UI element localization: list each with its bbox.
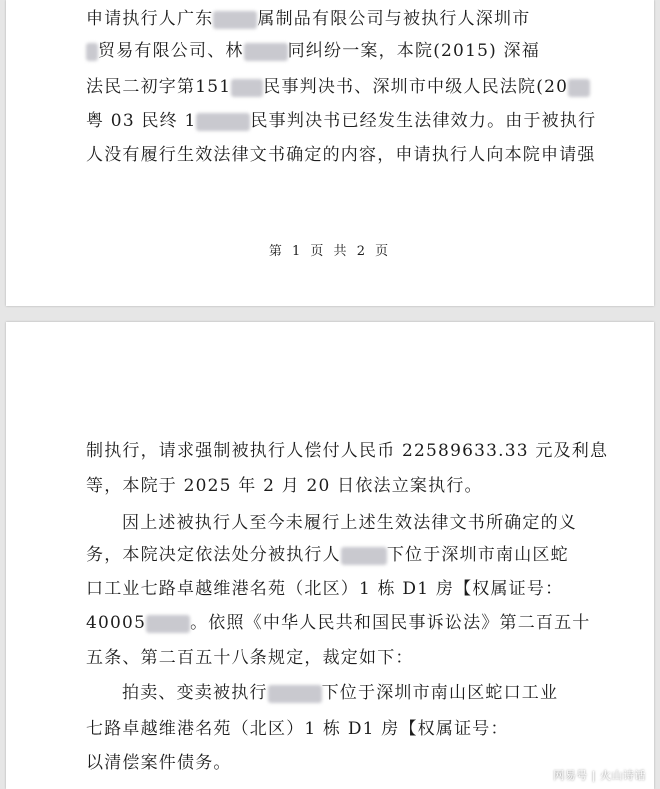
body-line xyxy=(86,8,530,30)
text-segment: 下位于深圳市南山区蛇 xyxy=(386,545,569,565)
watermark-author: 火山诗话 xyxy=(600,769,646,782)
text-segment: 申请执行人广东 xyxy=(86,9,214,29)
watermark xyxy=(553,767,646,783)
text-segment: 。依照《中华人民共和国民事诉讼法》第二百五十 xyxy=(190,613,591,633)
text-segment: 粤 03 民终 1 xyxy=(86,111,197,131)
page-footer: 第 1 页 共 2 页 xyxy=(268,244,392,259)
text-segment: 下位于深圳市南山区蛇口工业 xyxy=(321,683,559,703)
body-line xyxy=(122,682,558,704)
body-line: 以清偿案件债务。 xyxy=(86,753,232,773)
body-line xyxy=(86,76,590,98)
text-segment: 属制品有限公司与被执行人深圳市 xyxy=(257,9,531,29)
body-line: 因上述被执行人至今未履行上述生效法律文书所确定的义 xyxy=(122,513,577,533)
redaction-blur xyxy=(568,79,590,97)
redaction-blur xyxy=(268,685,322,703)
redaction-blur xyxy=(86,43,98,61)
watermark-separator: | xyxy=(591,769,596,782)
redaction-blur xyxy=(244,43,288,61)
body-line: 制执行，请求强制被执行人偿付人民币 22589633.33 元及利息 xyxy=(86,441,609,461)
document-page-1 xyxy=(6,0,654,306)
document-page-2 xyxy=(6,322,654,789)
redaction-blur xyxy=(213,11,257,29)
text-segment: 务，本院决定依法处分被执行人 xyxy=(86,545,341,565)
body-line: 等，本院于 2025 年 2 月 20 日依法立案执行。 xyxy=(86,476,483,496)
body-line: 七路卓越维港名苑（北区）1 栋 D1 房【权属证号： xyxy=(86,719,509,739)
text-segment: 40005 xyxy=(86,613,147,633)
text-segment: 贸易有限公司、林 xyxy=(98,41,244,61)
redaction-blur xyxy=(146,615,190,633)
text-segment: 民事判决书已经发生法律效力。由于被执行 xyxy=(250,111,597,131)
text-segment: 法民二初字第151 xyxy=(86,77,232,97)
body-line: 口工业七路卓越维港名苑（北区）1 栋 D1 房【权属证号： xyxy=(86,579,564,599)
text-segment: 同纠纷一案，本院(2015) 深福 xyxy=(287,41,540,61)
body-line: 五条、第二百五十八条规定，裁定如下： xyxy=(86,648,414,668)
body-line: 人没有履行生效法律文书确定的内容，申请执行人向本院申请强 xyxy=(86,145,596,165)
body-line xyxy=(86,544,569,566)
redaction-blur xyxy=(341,547,387,565)
text-segment: 民事判决书、深圳市中级人民法院(20 xyxy=(263,77,569,97)
text-segment: 拍卖、变卖被执行 xyxy=(122,683,268,703)
redaction-blur xyxy=(231,79,263,97)
watermark-source: 网易号 xyxy=(553,769,588,782)
body-line xyxy=(86,110,596,132)
redaction-blur xyxy=(196,113,250,131)
body-line xyxy=(86,40,540,62)
body-line xyxy=(86,612,591,634)
